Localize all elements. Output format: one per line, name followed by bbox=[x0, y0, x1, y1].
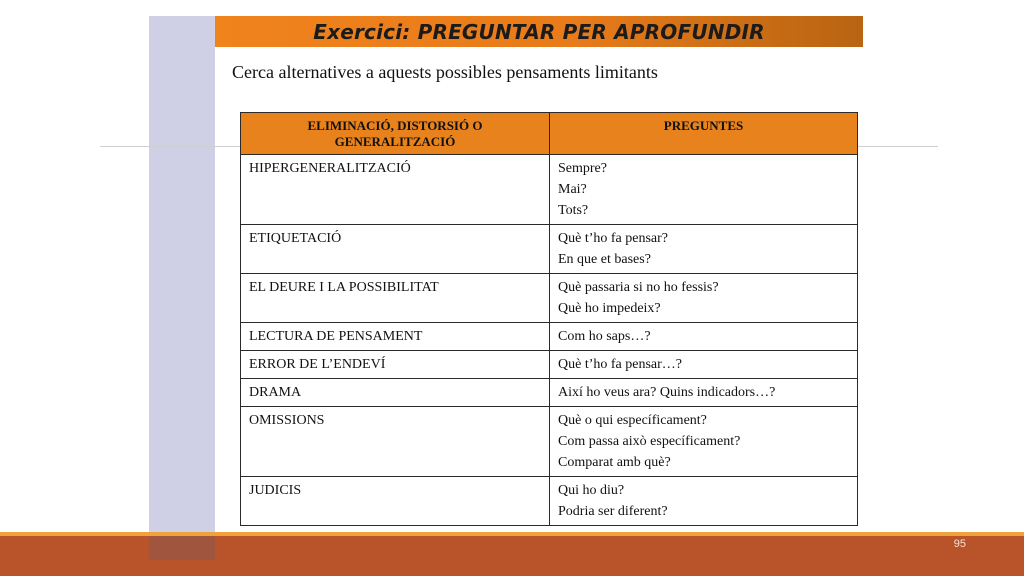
row-category: EL DEURE I LA POSSIBILITAT bbox=[241, 274, 550, 323]
row-category: JUDICIS bbox=[241, 477, 550, 526]
question-line: Comparat amb què? bbox=[558, 455, 671, 470]
table-header-row bbox=[241, 113, 858, 155]
title-banner bbox=[215, 16, 863, 47]
row-questions bbox=[550, 155, 858, 225]
question-line: Què ho impedeix? bbox=[558, 301, 661, 316]
table-row bbox=[241, 155, 858, 225]
question-line: En que et bases? bbox=[558, 252, 651, 267]
row-questions bbox=[550, 225, 858, 274]
left-decor-bar-footer bbox=[149, 536, 215, 560]
table-row bbox=[241, 379, 858, 407]
row-questions bbox=[550, 477, 858, 526]
row-questions bbox=[550, 407, 858, 477]
question-line: Què t’ho fa pensar…? bbox=[558, 357, 683, 372]
question-line: Com passa això específicament? bbox=[558, 434, 741, 449]
question-line: Tots? bbox=[558, 203, 589, 218]
question-line: Què t’ho fa pensar? bbox=[558, 231, 669, 246]
slide-subtitle: Cerca alternatives a aquests possibles pensaments limitants bbox=[232, 62, 658, 82]
row-questions bbox=[550, 351, 858, 379]
question-line: Així ho veus ara? Quins indicadors…? bbox=[558, 385, 776, 400]
question-line: Qui ho diu? bbox=[558, 483, 625, 498]
table-row bbox=[241, 225, 858, 274]
table-row bbox=[241, 407, 858, 477]
row-questions bbox=[550, 379, 858, 407]
row-category: LECTURA DE PENSAMENT bbox=[241, 323, 550, 351]
question-line: Què passaria si no ho fessis? bbox=[558, 280, 719, 295]
table-row bbox=[241, 274, 858, 323]
question-line: Sempre? bbox=[558, 161, 607, 176]
row-category: HIPERGENERALITZACIÓ bbox=[241, 155, 550, 225]
row-category: ERROR DE L’ENDEVÍ bbox=[241, 351, 550, 379]
row-category: ETIQUETACIÓ bbox=[241, 225, 550, 274]
row-questions bbox=[550, 323, 858, 351]
question-line: Què o qui específicament? bbox=[558, 413, 707, 428]
page-number: 95 bbox=[953, 538, 966, 550]
header-category: ELIMINACIÓ, DISTORSIÓ O GENERALITZACIÓ bbox=[241, 113, 550, 155]
question-line: Mai? bbox=[558, 182, 587, 197]
question-line: Com ho saps…? bbox=[558, 329, 651, 344]
questions-table bbox=[240, 112, 858, 526]
left-decor-bar bbox=[149, 16, 215, 560]
row-category: DRAMA bbox=[241, 379, 550, 407]
row-questions bbox=[550, 274, 858, 323]
row-category: OMISSIONS bbox=[241, 407, 550, 477]
table-row bbox=[241, 351, 858, 379]
question-line: Podria ser diferent? bbox=[558, 504, 668, 519]
slide-title: Exercici: PREGUNTAR PER APROFUNDIR bbox=[313, 19, 765, 44]
header-questions: PREGUNTES bbox=[550, 113, 858, 155]
table-row bbox=[241, 323, 858, 351]
table-row bbox=[241, 477, 858, 526]
